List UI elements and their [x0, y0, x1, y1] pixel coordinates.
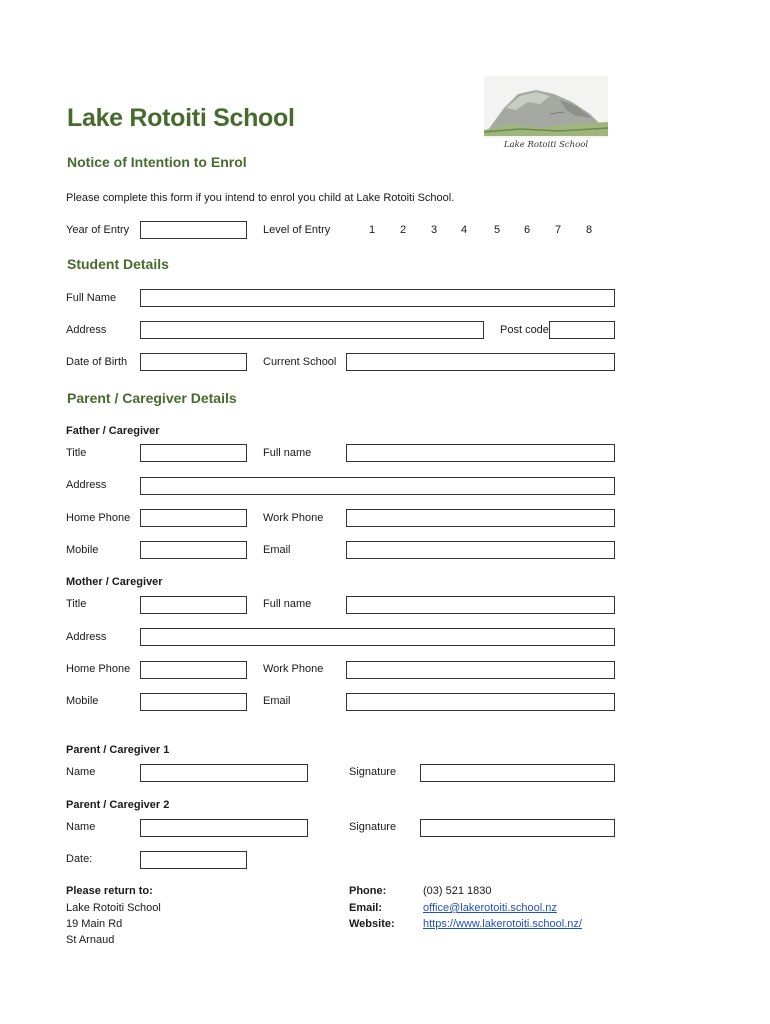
school-logo [480, 74, 612, 154]
father-work-phone-label: Work Phone [263, 512, 324, 524]
mother-home-phone-label: Home Phone [66, 663, 131, 675]
father-email-label: Email [263, 544, 291, 556]
logo-lettering: Lake Rotoiti School [503, 140, 589, 150]
father-email-field[interactable] [346, 541, 615, 559]
mother-full-name-field[interactable] [346, 596, 615, 614]
return-address-line: Lake Rotoiti School [66, 902, 161, 914]
mother-home-phone-field[interactable] [140, 661, 247, 679]
father-heading: Father / Caregiver [66, 425, 160, 437]
level-option[interactable]: 8 [585, 224, 593, 236]
mother-mobile-field[interactable] [140, 693, 247, 711]
page-title: Lake Rotoiti School [67, 104, 295, 132]
mother-address-label: Address [66, 631, 107, 643]
level-option[interactable]: 2 [399, 224, 407, 236]
parent1-signature-field[interactable] [420, 764, 615, 782]
post-code-label: Post code [500, 324, 549, 336]
date-field[interactable] [140, 851, 247, 869]
form-subtitle: Notice of Intention to Enrol [67, 154, 247, 170]
student-address-label: Address [66, 324, 107, 336]
parent1-heading: Parent / Caregiver 1 [66, 744, 170, 756]
year-of-entry-field[interactable] [140, 221, 247, 239]
mother-work-phone-field[interactable] [346, 661, 615, 679]
father-mobile-label: Mobile [66, 544, 99, 556]
email-link[interactable]: office@lakerotoiti.school.nz [423, 902, 557, 914]
level-option[interactable]: 6 [523, 224, 531, 236]
father-full-name-field[interactable] [346, 444, 615, 462]
level-option[interactable]: 3 [430, 224, 438, 236]
student-full-name-field[interactable] [140, 289, 615, 307]
date-of-birth-label: Date of Birth [66, 356, 128, 368]
student-details-heading: Student Details [67, 256, 169, 272]
mother-heading: Mother / Caregiver [66, 576, 163, 588]
mother-address-field[interactable] [140, 628, 615, 646]
parent2-name-field[interactable] [140, 819, 308, 837]
parent2-name-label: Name [66, 821, 96, 833]
parent-details-heading: Parent / Caregiver Details [67, 390, 237, 406]
date-of-birth-field[interactable] [140, 353, 247, 371]
father-address-field[interactable] [140, 477, 615, 495]
mother-work-phone-label: Work Phone [263, 663, 324, 675]
level-of-entry-label: Level of Entry [263, 224, 331, 236]
student-address-field[interactable] [140, 321, 484, 339]
return-address-line: 19 Main Rd [66, 918, 123, 930]
mother-mobile-label: Mobile [66, 695, 99, 707]
father-title-label: Title [66, 447, 87, 459]
parent1-name-label: Name [66, 766, 96, 778]
phone-label: Phone: [349, 885, 387, 897]
return-heading: Please return to: [66, 885, 153, 897]
father-work-phone-field[interactable] [346, 509, 615, 527]
website-link[interactable]: https://www.lakerotoiti.school.nz/ [423, 918, 582, 930]
level-option[interactable]: 5 [493, 224, 501, 236]
date-label: Date: [66, 853, 93, 865]
year-of-entry-label: Year of Entry [66, 224, 130, 236]
mother-email-field[interactable] [346, 693, 615, 711]
parent1-name-field[interactable] [140, 764, 308, 782]
father-title-field[interactable] [140, 444, 247, 462]
current-school-label: Current School [263, 356, 337, 368]
mother-title-label: Title [66, 598, 87, 610]
mountain-logo-icon [480, 74, 612, 154]
mother-title-field[interactable] [140, 596, 247, 614]
current-school-field[interactable] [346, 353, 615, 371]
intro-text: Please complete this form if you intend to enrol you child at Lake Rotoiti School. [66, 192, 455, 204]
parent2-heading: Parent / Caregiver 2 [66, 799, 170, 811]
father-mobile-field[interactable] [140, 541, 247, 559]
parent2-signature-label: Signature [349, 821, 397, 833]
mother-full-name-label: Full name [263, 598, 312, 610]
phone-value: (03) 521 1830 [423, 885, 492, 897]
website-label: Website: [349, 918, 395, 930]
return-address-line: St Arnaud [66, 934, 115, 946]
parent1-signature-label: Signature [349, 766, 397, 778]
level-option[interactable]: 1 [368, 224, 376, 236]
father-full-name-label: Full name [263, 447, 312, 459]
parent2-signature-field[interactable] [420, 819, 615, 837]
mother-email-label: Email [263, 695, 291, 707]
email-label: Email: [349, 902, 383, 914]
post-code-field[interactable] [549, 321, 615, 339]
level-option[interactable]: 7 [554, 224, 562, 236]
father-home-phone-field[interactable] [140, 509, 247, 527]
father-address-label: Address [66, 479, 107, 491]
level-option[interactable]: 4 [460, 224, 468, 236]
father-home-phone-label: Home Phone [66, 512, 131, 524]
student-full-name-label: Full Name [66, 292, 117, 304]
